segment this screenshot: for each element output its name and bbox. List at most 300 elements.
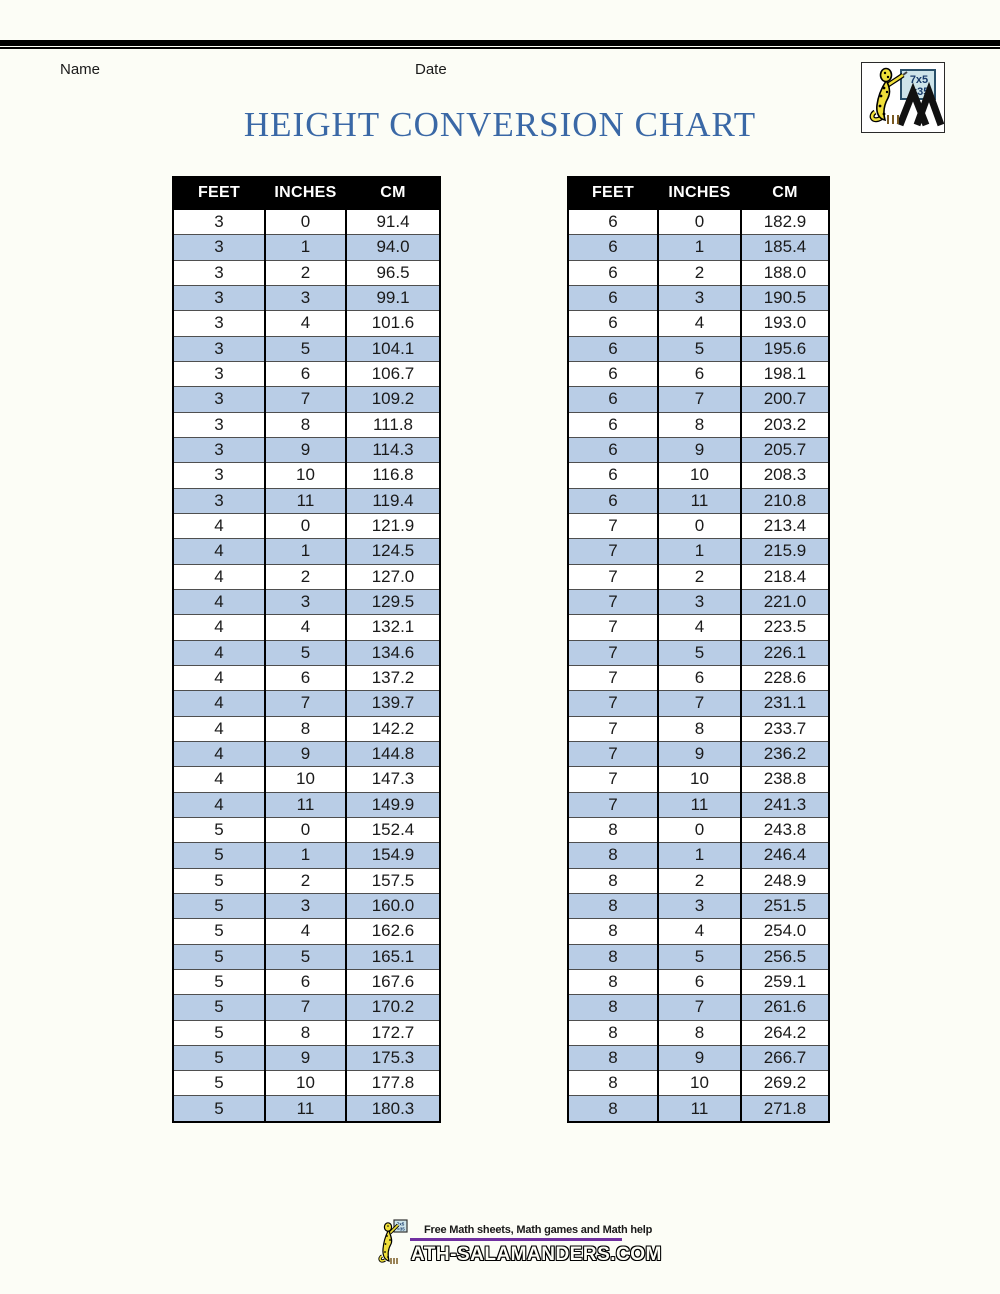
table-row (568, 615, 829, 640)
cell-cm: 221.0 (741, 589, 829, 614)
table-row (173, 640, 440, 665)
cell-feet: 5 (173, 919, 265, 944)
cell-inches: 0 (658, 209, 741, 235)
table-row (568, 767, 829, 792)
cell-feet: 3 (173, 235, 265, 260)
cell-feet: 3 (173, 209, 265, 235)
cell-feet: 8 (568, 969, 658, 994)
cell-feet: 4 (173, 665, 265, 690)
table-row (568, 741, 829, 766)
footer-stool-shape (391, 1258, 397, 1264)
table-row (173, 615, 440, 640)
cell-inches: 9 (265, 437, 346, 462)
cell-cm: 259.1 (741, 969, 829, 994)
cell-feet: 8 (568, 893, 658, 918)
footer-purple-rule (410, 1238, 622, 1241)
table-header-row (173, 177, 440, 209)
cell-cm: 124.5 (346, 539, 440, 564)
page-title: HEIGHT CONVERSION CHART (243, 105, 757, 144)
cell-inches: 8 (658, 412, 741, 437)
cell-cm: 200.7 (741, 387, 829, 412)
cell-inches: 4 (658, 615, 741, 640)
cell-cm: 165.1 (346, 944, 440, 969)
table-row (568, 1071, 829, 1096)
table-row (568, 463, 829, 488)
cell-inches: 8 (265, 1020, 346, 1045)
cell-cm: 198.1 (741, 361, 829, 386)
table-row (173, 969, 440, 994)
whiteboard-text-line1: 7x5 (909, 74, 929, 86)
cell-cm: 109.2 (346, 387, 440, 412)
cell-feet: 8 (568, 944, 658, 969)
cell-feet: 3 (173, 361, 265, 386)
table-row (173, 564, 440, 589)
cell-cm: 264.2 (741, 1020, 829, 1045)
cell-inches: 0 (658, 817, 741, 842)
cell-inches: 8 (658, 1020, 741, 1045)
cell-feet: 5 (173, 1071, 265, 1096)
cell-cm: 137.2 (346, 665, 440, 690)
cell-feet: 5 (173, 1020, 265, 1045)
table-row (173, 235, 440, 260)
cell-feet: 6 (568, 260, 658, 285)
cell-feet: 8 (568, 995, 658, 1020)
cell-cm: 121.9 (346, 513, 440, 538)
cell-feet: 5 (173, 1096, 265, 1122)
table-row (173, 691, 440, 716)
table-row (173, 336, 440, 361)
cell-inches: 6 (265, 361, 346, 386)
cell-feet: 3 (173, 387, 265, 412)
cell-cm: 246.4 (741, 843, 829, 868)
table-row (173, 539, 440, 564)
cell-feet: 3 (173, 463, 265, 488)
cell-inches: 1 (658, 539, 741, 564)
cell-inches: 1 (658, 843, 741, 868)
cell-inches: 10 (658, 1071, 741, 1096)
cell-cm: 104.1 (346, 336, 440, 361)
cell-inches: 10 (658, 767, 741, 792)
table-row (568, 285, 829, 310)
cell-inches: 9 (265, 1045, 346, 1070)
cell-feet: 4 (173, 513, 265, 538)
cell-inches: 1 (265, 235, 346, 260)
cell-feet: 3 (173, 260, 265, 285)
table-row (173, 463, 440, 488)
table-row (173, 513, 440, 538)
cell-inches: 5 (658, 640, 741, 665)
cell-cm: 116.8 (346, 463, 440, 488)
cell-cm: 142.2 (346, 716, 440, 741)
cell-inches: 2 (658, 868, 741, 893)
table-row (568, 361, 829, 386)
cell-feet: 4 (173, 691, 265, 716)
cell-cm: 170.2 (346, 995, 440, 1020)
date-label: Date (415, 61, 447, 78)
top-divider-rule (0, 40, 1000, 49)
table-row (173, 792, 440, 817)
table-row (173, 817, 440, 842)
table-row (173, 1071, 440, 1096)
cell-feet: 5 (173, 817, 265, 842)
table-row (173, 944, 440, 969)
cell-inches: 7 (265, 691, 346, 716)
cell-cm: 114.3 (346, 437, 440, 462)
footer-brand-text: ATH-SALAMANDERS.COM (411, 1244, 662, 1265)
cell-feet: 3 (173, 311, 265, 336)
cell-cm: 218.4 (741, 564, 829, 589)
cell-feet: 3 (173, 488, 265, 513)
cell-inches: 0 (265, 817, 346, 842)
cell-inches: 2 (658, 564, 741, 589)
cell-cm: 177.8 (346, 1071, 440, 1096)
table-row (173, 437, 440, 462)
cell-cm: 160.0 (346, 893, 440, 918)
cell-inches: 8 (658, 716, 741, 741)
table-row (173, 868, 440, 893)
cell-cm: 190.5 (741, 285, 829, 310)
cell-inches: 5 (658, 336, 741, 361)
cell-inches: 6 (265, 665, 346, 690)
cell-cm: 254.0 (741, 919, 829, 944)
cell-cm: 154.9 (346, 843, 440, 868)
cell-cm: 205.7 (741, 437, 829, 462)
cell-cm: 149.9 (346, 792, 440, 817)
cell-cm: 203.2 (741, 412, 829, 437)
cell-feet: 7 (568, 513, 658, 538)
table-row (568, 564, 829, 589)
cell-cm: 96.5 (346, 260, 440, 285)
table-row (173, 412, 440, 437)
table-row (568, 412, 829, 437)
cell-cm: 185.4 (741, 235, 829, 260)
cell-feet: 4 (173, 539, 265, 564)
table-row (568, 969, 829, 994)
conversion-table-feet-3-5 (172, 176, 441, 1123)
top-rule-thin-bar (0, 47, 1000, 49)
cell-feet: 5 (173, 969, 265, 994)
cell-feet: 4 (173, 564, 265, 589)
cell-feet: 6 (568, 285, 658, 310)
footer-board-line2: =35 (397, 1226, 405, 1232)
cell-cm: 175.3 (346, 1045, 440, 1070)
cell-feet: 7 (568, 615, 658, 640)
cell-feet: 4 (173, 741, 265, 766)
cell-inches: 9 (658, 741, 741, 766)
footer-tagline: Free Math sheets, Math games and Math help (424, 1224, 653, 1236)
cell-feet: 7 (568, 792, 658, 817)
table-row (568, 1020, 829, 1045)
cell-inches: 10 (658, 463, 741, 488)
table-row (568, 437, 829, 462)
cell-cm: 266.7 (741, 1045, 829, 1070)
table-row (568, 716, 829, 741)
cell-feet: 7 (568, 767, 658, 792)
cell-cm: 144.8 (346, 741, 440, 766)
table-row (173, 741, 440, 766)
cell-inches: 7 (265, 995, 346, 1020)
table-row (568, 539, 829, 564)
cell-feet: 3 (173, 437, 265, 462)
table-row (568, 919, 829, 944)
column-header-feet: FEET (568, 177, 658, 209)
cell-inches: 7 (658, 387, 741, 412)
cell-inches: 11 (265, 1096, 346, 1122)
cell-inches: 4 (265, 615, 346, 640)
cell-inches: 4 (265, 311, 346, 336)
cell-cm: 134.6 (346, 640, 440, 665)
cell-inches: 6 (658, 665, 741, 690)
cell-inches: 2 (265, 868, 346, 893)
cell-feet: 6 (568, 209, 658, 235)
cell-feet: 7 (568, 691, 658, 716)
table-row (568, 665, 829, 690)
table-row (568, 868, 829, 893)
column-header-inches: INCHES (265, 177, 346, 209)
name-label: Name (60, 61, 101, 78)
cell-feet: 5 (173, 868, 265, 893)
cell-cm: 248.9 (741, 868, 829, 893)
cell-cm: 182.9 (741, 209, 829, 235)
cell-inches: 4 (265, 919, 346, 944)
cell-cm: 223.5 (741, 615, 829, 640)
cell-inches: 9 (658, 1045, 741, 1070)
cell-feet: 7 (568, 539, 658, 564)
cell-cm: 269.2 (741, 1071, 829, 1096)
cell-feet: 4 (173, 589, 265, 614)
cell-feet: 8 (568, 868, 658, 893)
table-row (173, 387, 440, 412)
cell-cm: 271.8 (741, 1096, 829, 1122)
cell-inches: 5 (265, 640, 346, 665)
cell-feet: 7 (568, 741, 658, 766)
cell-cm: 162.6 (346, 919, 440, 944)
column-header-inches: INCHES (658, 177, 741, 209)
cell-feet: 8 (568, 1045, 658, 1070)
cell-feet: 7 (568, 564, 658, 589)
cell-inches: 10 (265, 767, 346, 792)
footer-branding (0, 1218, 1000, 1266)
table-row (568, 893, 829, 918)
cell-cm: 99.1 (346, 285, 440, 310)
table-header-row (568, 177, 829, 209)
table-row (568, 209, 829, 235)
cell-inches: 8 (265, 412, 346, 437)
cell-inches: 11 (265, 488, 346, 513)
cell-feet: 5 (173, 1045, 265, 1070)
cell-inches: 9 (658, 437, 741, 462)
cell-inches: 2 (265, 260, 346, 285)
cell-cm: 241.3 (741, 792, 829, 817)
cell-cm: 236.2 (741, 741, 829, 766)
cell-cm: 94.0 (346, 235, 440, 260)
cell-feet: 8 (568, 817, 658, 842)
table-row (173, 209, 440, 235)
cell-cm: 129.5 (346, 589, 440, 614)
cell-cm: 233.7 (741, 716, 829, 741)
cell-inches: 6 (265, 969, 346, 994)
cell-cm: 106.7 (346, 361, 440, 386)
cell-inches: 11 (265, 792, 346, 817)
cell-feet: 8 (568, 843, 658, 868)
cell-inches: 0 (658, 513, 741, 538)
cell-cm: 261.6 (741, 995, 829, 1020)
cell-cm: 119.4 (346, 488, 440, 513)
table-row (173, 893, 440, 918)
cell-inches: 7 (658, 691, 741, 716)
cell-feet: 7 (568, 716, 658, 741)
table-row (568, 589, 829, 614)
cell-feet: 4 (173, 767, 265, 792)
table-row (568, 995, 829, 1020)
cell-inches: 0 (265, 209, 346, 235)
table-row (568, 235, 829, 260)
cell-cm: 251.5 (741, 893, 829, 918)
cell-feet: 5 (173, 843, 265, 868)
table-row (568, 1045, 829, 1070)
cell-cm: 210.8 (741, 488, 829, 513)
cell-cm: 213.4 (741, 513, 829, 538)
cell-feet: 8 (568, 1096, 658, 1122)
cell-inches: 9 (265, 741, 346, 766)
table-row (173, 1020, 440, 1045)
cell-cm: 167.6 (346, 969, 440, 994)
cell-feet: 7 (568, 665, 658, 690)
cell-inches: 4 (658, 311, 741, 336)
cell-inches: 11 (658, 792, 741, 817)
table-row (173, 919, 440, 944)
cell-inches: 11 (658, 1096, 741, 1122)
table-row (568, 387, 829, 412)
footer-brand (410, 1242, 662, 1266)
cell-inches: 2 (265, 564, 346, 589)
cell-inches: 6 (658, 969, 741, 994)
cell-inches: 1 (265, 539, 346, 564)
cell-feet: 3 (173, 412, 265, 437)
table-row (173, 361, 440, 386)
cell-inches: 5 (658, 944, 741, 969)
table-row (173, 843, 440, 868)
cell-cm: 172.7 (346, 1020, 440, 1045)
cell-inches: 10 (265, 463, 346, 488)
table-row (173, 1096, 440, 1122)
cell-feet: 8 (568, 1020, 658, 1045)
cell-cm: 188.0 (741, 260, 829, 285)
cell-feet: 6 (568, 488, 658, 513)
cell-feet: 8 (568, 1071, 658, 1096)
cell-inches: 5 (265, 336, 346, 361)
table-row (568, 513, 829, 538)
cell-cm: 91.4 (346, 209, 440, 235)
cell-cm: 157.5 (346, 868, 440, 893)
table-row (568, 311, 829, 336)
cell-inches: 3 (658, 285, 741, 310)
table-row (173, 311, 440, 336)
cell-cm: 208.3 (741, 463, 829, 488)
cell-inches: 1 (265, 843, 346, 868)
cell-feet: 8 (568, 919, 658, 944)
cell-feet: 6 (568, 336, 658, 361)
cell-cm: 180.3 (346, 1096, 440, 1122)
column-header-cm: CM (346, 177, 440, 209)
cell-feet: 6 (568, 437, 658, 462)
cell-cm: 101.6 (346, 311, 440, 336)
cell-feet: 7 (568, 589, 658, 614)
cell-inches: 3 (658, 589, 741, 614)
cell-cm: 152.4 (346, 817, 440, 842)
footer-board-line1: 7x5 (396, 1221, 405, 1227)
table-row (173, 589, 440, 614)
cell-cm: 215.9 (741, 539, 829, 564)
cell-inches: 11 (658, 488, 741, 513)
cell-feet: 6 (568, 311, 658, 336)
cell-feet: 4 (173, 615, 265, 640)
table-row (568, 260, 829, 285)
cell-inches: 3 (265, 893, 346, 918)
cell-feet: 3 (173, 285, 265, 310)
table-row (568, 488, 829, 513)
cell-cm: 139.7 (346, 691, 440, 716)
cell-feet: 5 (173, 893, 265, 918)
footer-salamander-icon (378, 1218, 408, 1266)
table-row (568, 792, 829, 817)
table-row (568, 640, 829, 665)
cell-feet: 6 (568, 235, 658, 260)
table-row (173, 995, 440, 1020)
cell-cm: 256.5 (741, 944, 829, 969)
table-row (568, 1096, 829, 1122)
cell-feet: 5 (173, 944, 265, 969)
cell-feet: 6 (568, 361, 658, 386)
cell-inches: 7 (658, 995, 741, 1020)
whiteboard-text-line2: =35 (910, 86, 930, 98)
cell-cm: 238.8 (741, 767, 829, 792)
cell-cm: 195.6 (741, 336, 829, 361)
table-row (173, 767, 440, 792)
table-row (173, 260, 440, 285)
cell-inches: 10 (265, 1071, 346, 1096)
column-header-cm: CM (741, 177, 829, 209)
cell-cm: 147.3 (346, 767, 440, 792)
cell-inches: 3 (265, 589, 346, 614)
cell-feet: 4 (173, 640, 265, 665)
cell-cm: 243.8 (741, 817, 829, 842)
cell-feet: 5 (173, 995, 265, 1020)
table-row (173, 665, 440, 690)
cell-inches: 3 (265, 285, 346, 310)
cell-feet: 3 (173, 336, 265, 361)
table-row (173, 488, 440, 513)
cell-feet: 6 (568, 412, 658, 437)
cell-feet: 6 (568, 463, 658, 488)
column-header-feet: FEET (173, 177, 265, 209)
table-row (568, 843, 829, 868)
cell-inches: 5 (265, 944, 346, 969)
cell-inches: 7 (265, 387, 346, 412)
cell-cm: 111.8 (346, 412, 440, 437)
cell-inches: 3 (658, 893, 741, 918)
cell-cm: 228.6 (741, 665, 829, 690)
cell-inches: 8 (265, 716, 346, 741)
table-row (173, 1045, 440, 1070)
cell-inches: 0 (265, 513, 346, 538)
cell-cm: 127.0 (346, 564, 440, 589)
table-row (173, 285, 440, 310)
cell-inches: 4 (658, 919, 741, 944)
cell-feet: 6 (568, 387, 658, 412)
cell-cm: 231.1 (741, 691, 829, 716)
cell-inches: 6 (658, 361, 741, 386)
